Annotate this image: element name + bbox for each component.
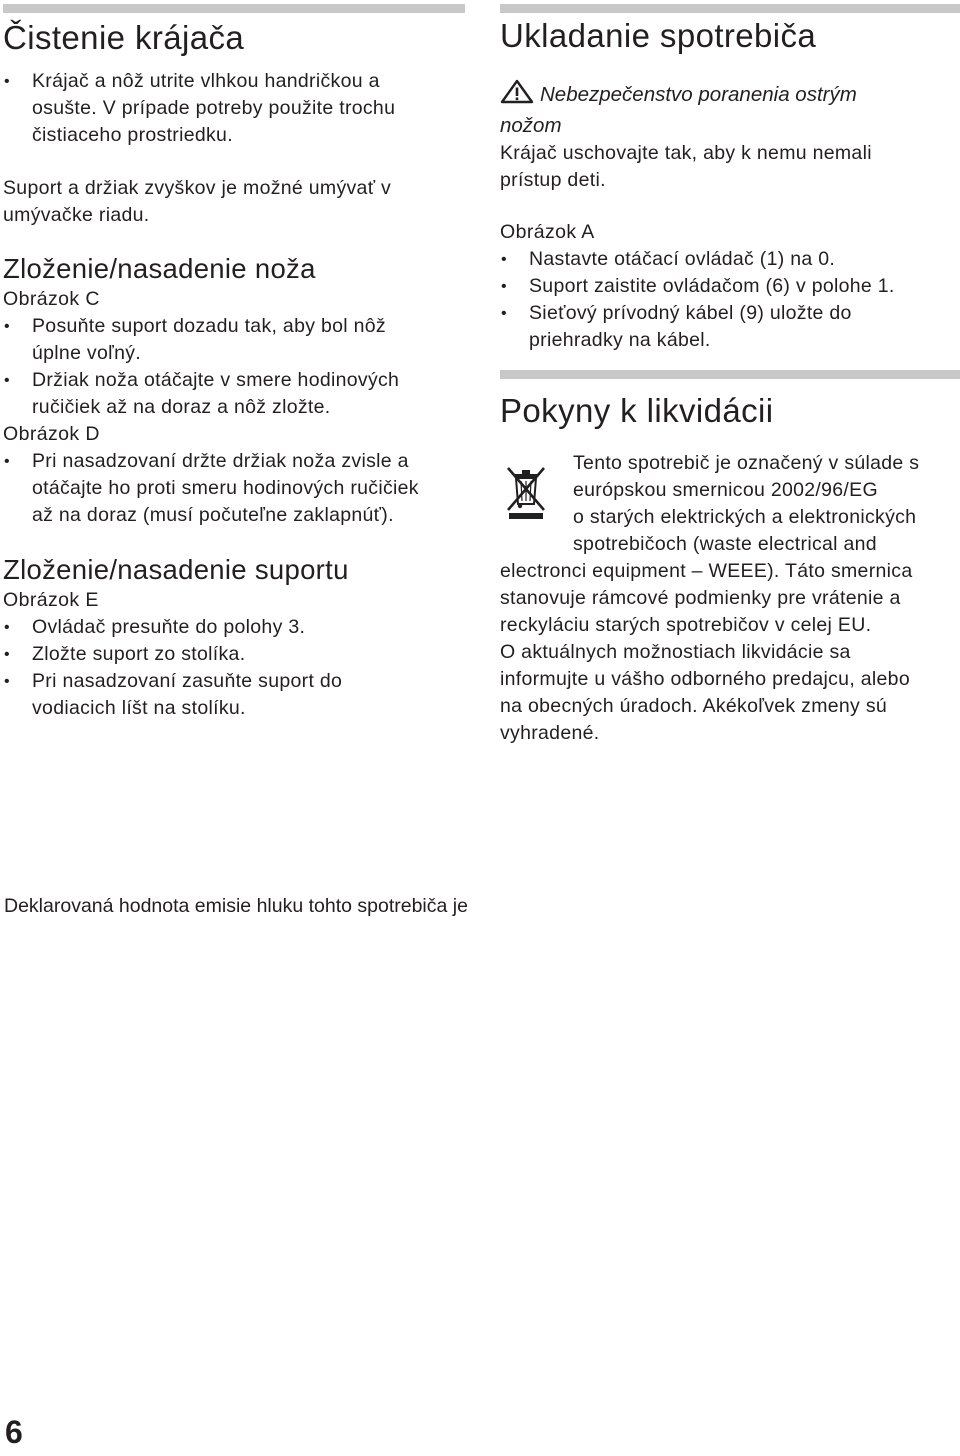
section-divider: [3, 4, 465, 13]
cleaning-list: [3, 68, 465, 149]
right-column: [500, 0, 960, 747]
warning-title: Nebezpečenstvo poranenia ostrým nožom: [500, 79, 960, 140]
list-item: • Krájač a nôž utrite vlhkou handričkou a osušte. V prípade potreby použite trochu čistiaceho prostriedku.: [4, 70, 396, 146]
bullet: •: [4, 73, 10, 90]
noise-emission-note: Deklarovaná hodnota emisie hluku tohto spotrebiča je: [4, 895, 468, 917]
list-item: • Nastavte otáčací ovládač (1) na 0.: [501, 248, 836, 270]
disposal-text: Tento spotrebič je označený v súlade s európskou smernicou 2002/96/EG o starých elektrických a elektronických spotrebičoch (waste electrical and electronci equipment – WEEE). Táto smernica stanovuje rámcové podmienky pre vrátenie a reckyláciu starých spotrebičov v celej EU. O aktuálnych možnostiach likvidácie sa informujte u vášho odborného predajcu, alebo na obecných úradoch. Akékoľvek zmeny sú vyhradené.: [500, 452, 920, 744]
list-item: • Posuňte suport dozadu tak, aby bol nôž úplne voľný.: [4, 315, 386, 364]
blade-list-c: [3, 313, 465, 421]
figure-d-label: Obrázok D: [3, 423, 100, 445]
storage-heading: Ukladanie spotrebiča: [500, 17, 817, 54]
disposal-block: [500, 450, 960, 747]
list-item: • Zložte suport zo stolíka.: [4, 643, 246, 665]
left-column: [3, 0, 465, 722]
figure-c-label: Obrázok C: [3, 288, 100, 310]
cleaning-heading: Čistenie krájača: [3, 19, 245, 56]
list-item: • Pri nasadzovaní držte držiak noža zvisle a otáčajte ho proti smeru hodinových ručičiek až na doraz (musí počuteľne zaklapnúť).: [4, 450, 419, 526]
dishwasher-paragraph: Suport a držiak zvyškov je možné umývať v umývačke riadu.: [3, 177, 392, 226]
crossed-out-bin-icon: [504, 464, 548, 520]
section-divider: [500, 4, 960, 13]
blade-assembly-heading: Zloženie/nasadenie noža: [3, 253, 316, 284]
storage-list: [500, 246, 960, 354]
list-item: • Pri nasadzovaní zasuňte suport do vodiacich líšt na stolíku.: [4, 670, 343, 719]
list-item: • Suport zaistite ovládačom (6) v polohe 1.: [501, 275, 895, 297]
blade-list-d: [3, 448, 465, 529]
carriage-list: [3, 614, 465, 722]
warning-text: Krájač uschovajte tak, aby k nemu nemali prístup deti.: [500, 142, 872, 191]
figure-e-label: Obrázok E: [3, 589, 99, 611]
section-divider: [500, 370, 960, 379]
list-item: • Sieťový prívodný kábel (9) uložte do priehradky na kábel.: [501, 302, 852, 351]
figure-a-label: Obrázok A: [500, 221, 595, 243]
disposal-heading: Pokyny k likvidácii: [500, 392, 774, 429]
page-number: 6: [5, 1414, 23, 1450]
warning-triangle-icon: [500, 79, 534, 112]
carriage-assembly-heading: Zloženie/nasadenie suportu: [3, 554, 349, 585]
list-item: • Držiak noža otáčajte v smere hodinových ručičiek až na doraz a nôž zložte.: [4, 369, 400, 418]
list-item: • Ovládač presuňte do polohy 3.: [4, 616, 306, 638]
warning-block: [500, 79, 960, 194]
